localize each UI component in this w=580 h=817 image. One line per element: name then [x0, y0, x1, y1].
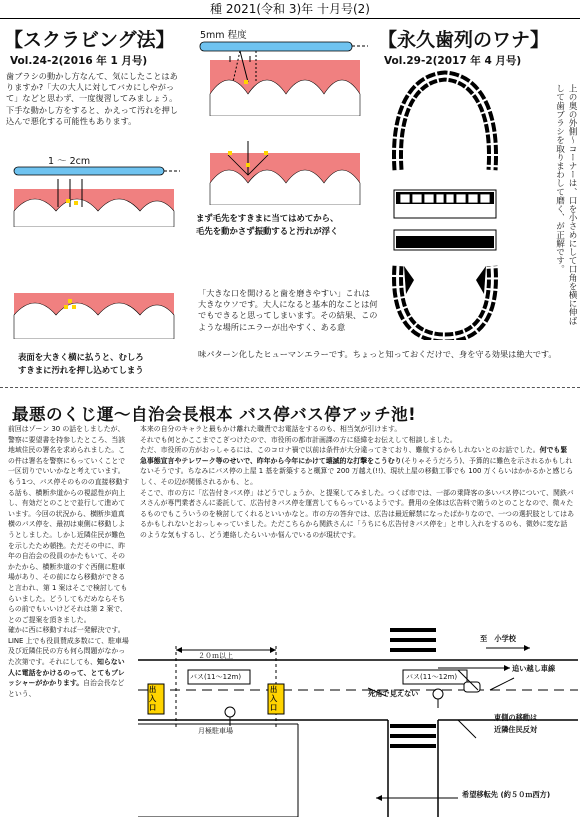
- map-bus-label-2: バス(11～12m): [406, 673, 458, 681]
- right-p2: それでも何とかここまでこぎつけたので、市役所の都市計画課の方に経緯をお伝えして相談しました。: [140, 435, 457, 444]
- trap-vertical-text: 上の奥の外側～コーナーは、口を小さめにして口角を横に伸ばして歯ブラシを取りまわして磨く、が正解です。: [554, 84, 577, 325]
- left-col-p1: 前回はゾーン 30 の話をしましたが、警察に要望書を持参したところ、当該地域住民の署名を求められました。この件は署名を警察にもっていくことで一区切りでいいかなと考えています。: [8, 425, 126, 476]
- trap-vol: Vol.29-2(2017 年 4 月号): [384, 55, 522, 67]
- page-header: 種 2021(令和 3)年 十月号(2): [210, 2, 370, 16]
- map-west-move: 希望移転先 (約５０ｍ西方): [462, 790, 551, 799]
- label-1-2cm: 1 ～ 2cm: [48, 156, 91, 167]
- diagram-vibration: [198, 133, 370, 205]
- map-bus-label-1: バス(11～12m): [190, 673, 242, 681]
- map-to-school: 至 小学校: [480, 634, 516, 643]
- right-p4: そこで、市の方に「広告付きバス停」はどうでしょうか、と提案してみました。つくば市では、一部の乗降客の多いバス停について、関鉄バスさんが専門業者さんに委託して、広告付きバス停を運営してもらっているようです。費用の全体は広告料で賄うのとのことなので、微々たるものでもこういうのを検討してくれるといいかなと。市の方の答弁では、広告は最近解禁になったばかりなので、一つの選択肢としてはあるかもしれないとおっしゃっていました。ただこちらから関鉄さんに「うちにも広告付きバス停を」と申し入れをするのも、微妙に変な話のような気もするし、どう連絡したらいいか悩んでいるのが現状です。: [140, 488, 574, 539]
- left-col-p2: もう1つ、バス停そのものの直接移動する話も、横断歩道からの視認性が向上し、有効だとのことで並行して進めています。今回の状況から、横断歩道真横のバス停を、最初は東側に移動しようとしました。しかし近隣住民が難色を示したため頓挫。ただその中に、昨年の自治会の役員のかたもいて、そのかたから、横断歩道のすぐ西側に駐車場があり、その前になら移動ができると言われ、第 1 案はそこで検討してもらいました。どうしてもだめならそちらの前でもいいけどそれは第 2 案で、とのご提案を頂きました。: [8, 477, 130, 624]
- map-entrance-1: 出入口: [149, 685, 157, 712]
- right-p3a: ただ、市役所の方がおっしゃるには、このコロナ禍で以前は条件が大分違ってきており、難航するかもしれないとのお話でした。: [140, 446, 540, 455]
- map-blind-spot: 死角で見えない: [368, 689, 419, 698]
- map-parking: 月極駐車場: [198, 727, 233, 735]
- caption-left-1: 表面を大きく横に払うと、むしろ: [18, 352, 144, 362]
- right-p1: 本来の自分のキャラと最もかけ離れた職責でお電話をするのも、相当気が引けます。: [140, 425, 402, 433]
- map-distance: ２０ｍ以上: [198, 652, 233, 660]
- scrubbing-intro: 歯ブラシの動かし方なんて、気にしたことはありますか?「大の大人に対してバカにしやがって」などと思わず、一度復習してみましょう。下手な動かし方をすると、かえって汚れを押し込んで悪化する可能性もあります。: [6, 71, 178, 126]
- diagram-wide-stroke: [6, 163, 182, 227]
- scrubbing-title: 【スクラビング法】: [4, 29, 175, 51]
- map-entrance-2: 出入口: [270, 685, 278, 712]
- left-col-p3: 確かに西に移動すれば一発解決です。LINE 上でも役員賛成多数にて、駐車場及び近隣住民の方も何ら問題がなかった次第です。それにしても、: [8, 626, 129, 667]
- map-east-move-2: 近隣住民反対: [494, 725, 538, 734]
- map-east-move-1: 東側の移動は: [494, 713, 538, 722]
- article-right-column: [140, 424, 574, 541]
- label-5mm: 5mm 程度: [200, 30, 247, 41]
- diagram-5mm: [198, 38, 370, 116]
- article-left-column: [8, 424, 130, 699]
- right-p3-bold: 何でも緊急事態宣言やテレワーク等のせいで、昨年から今年にかけて壊滅的な打撃をこうむり: [140, 446, 568, 465]
- trap-title: 【永久歯列のワナ】: [378, 29, 550, 51]
- caption-left-2: すきまに汚れを押し込めてしまう: [18, 365, 144, 375]
- quote-continuation: 味パターン化したヒューマンエラーです。ちょっと知っておくだけで、身を守る効果は絶大です。: [198, 349, 557, 359]
- left-col-p4: 自治会長などという、: [8, 679, 125, 698]
- right-p3c: (そりゃそうだろう)、予算的に難色を示されるかもしれないそうです。ちなみにバス停の上屋 1 基を新築すると概算で 200 万越え(!!)、現状上屋の移動工事でも 100 万くらいはかかるかと感じらしく、その辺が関係されるかも、と。: [140, 456, 574, 486]
- quote-text: 「大きな口を開けると歯を磨きやすい」これは大きなウソです。大人になると基本的なことは何でもできると思ってしまいます。その結果、このような場所にエラーが出やすく、ある意: [198, 288, 378, 332]
- article-headline: 最悪のくじ運～自治会長根本 バス停バス停アッチ池!: [12, 405, 417, 424]
- diagram-pushed-in: [6, 285, 182, 339]
- header-divider: [0, 18, 580, 19]
- teeth-diagram: [384, 70, 506, 340]
- caption-right-1: まず毛先をすきまに当てはめてから、: [196, 213, 339, 223]
- caption-right-2: 毛先を動かさず振動すると汚れが浮く: [196, 226, 339, 236]
- section-divider: [0, 387, 580, 388]
- map-overtake-lane: 追い越し車線: [512, 664, 556, 673]
- left-col-bold: 知らない人に電話をかけるのって、とてもプレッシャーがかかります。: [8, 658, 125, 688]
- scrubbing-vol: Vol.24-2(2016 年 1 月号): [10, 55, 148, 67]
